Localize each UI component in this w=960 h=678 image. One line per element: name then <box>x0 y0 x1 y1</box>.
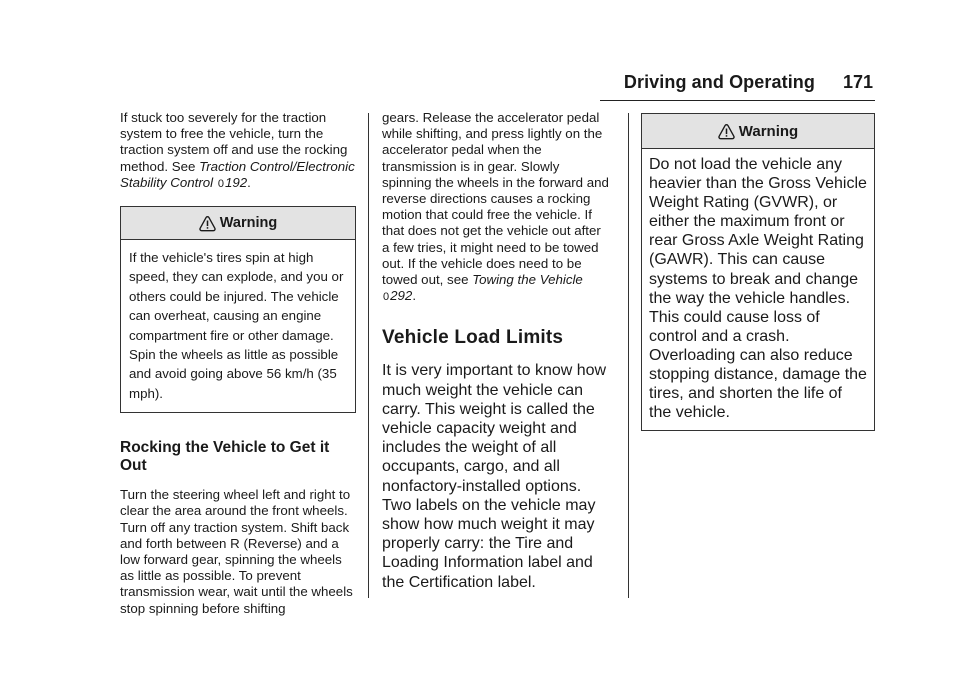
warning-header <box>121 207 355 240</box>
continued-text: gears. Release the accelerator pedal while shifting, and press lightly on the accelerator pedal when the transmission is in gear. Slowly spinning the wheels in the forward and reverse directions causes a rocking motion that could free the vehicle. If that does not get the vehicle out after a few tries, it might need to be towed out. If the vehicle does need to be towed out, see <box>382 110 609 288</box>
column-divider <box>368 113 369 598</box>
intro-end: . <box>247 174 251 190</box>
warning-triangle-icon <box>199 215 216 232</box>
subheading: Rocking the Vehicle to Get it Out <box>120 439 330 474</box>
page-ref-number[interactable]: 192 <box>224 174 248 190</box>
page-ref-number[interactable]: 292 <box>390 288 413 304</box>
warning-header <box>642 114 874 149</box>
page-ref-icon: 0 <box>217 177 224 190</box>
column-divider <box>628 113 629 598</box>
continued-paragraph <box>382 110 610 305</box>
warning-title: Warning <box>738 122 799 140</box>
left-column <box>120 110 356 617</box>
towing-link[interactable]: Towing the Vehicle <box>472 272 583 288</box>
page-header <box>600 70 875 101</box>
page-ref-icon: 0 <box>383 291 390 304</box>
warning-triangle-icon <box>718 123 735 140</box>
intro-paragraph <box>120 110 356 192</box>
body-paragraph: Turn the steering wheel left and right to clear the area around the front wheels. Turn off any traction system. Shift back and forth between R (Reverse) and a low forward gear, spinning the wheels as little as possible. To prevent transmission wear, wait until the wheels stop spinning before shifting <box>120 487 353 616</box>
page-number: 171 <box>842 72 873 92</box>
warning-box <box>120 206 356 413</box>
chapter-title: Driving and Operating <box>623 72 815 92</box>
traction-control-link[interactable]: Traction Control/Electronic Stability Control <box>120 158 355 190</box>
continued-end: . <box>412 288 417 304</box>
right-column <box>641 113 875 431</box>
warning-text: Do not load the vehicle any heavier than the Gross Vehicle Weight Rating (GVWR), or either the maximum front or rear Gross Axle Weight Rating (GAWR). This can cause systems to break and change the way the vehicle handles. This could cause loss of control and a crash. Overloading can also reduce stopping distance, damage the tires, and shorten the life of the vehicle. <box>649 156 867 422</box>
warning-text: If the vehicle's tires spin at high speed, they can explode, and you or others could be injured. The vehicle can overheat, causing an engine compartment fire or other damage. Spin the wheels as little as possible and avoid going above 56 km/h (35 mph). <box>129 250 344 401</box>
intro-text: If stuck too severely for the traction system to free the vehicle, turn the traction system off and use the rocking method. See <box>120 110 348 174</box>
warning-box <box>641 113 875 431</box>
section-heading: Vehicle Load Limits <box>382 327 564 349</box>
middle-column <box>382 110 610 592</box>
section-paragraph: It is very important to know how much weight the vehicle can carry. This weight is called the vehicle capacity weight and includes the weight of all occupants, cargo, and all nonfactory-installed options. Two labels on the vehicle may show how much weight it may properly carry: the Tire and Loading Information label and the Certification label. <box>382 362 607 591</box>
warning-title: Warning <box>219 215 278 232</box>
